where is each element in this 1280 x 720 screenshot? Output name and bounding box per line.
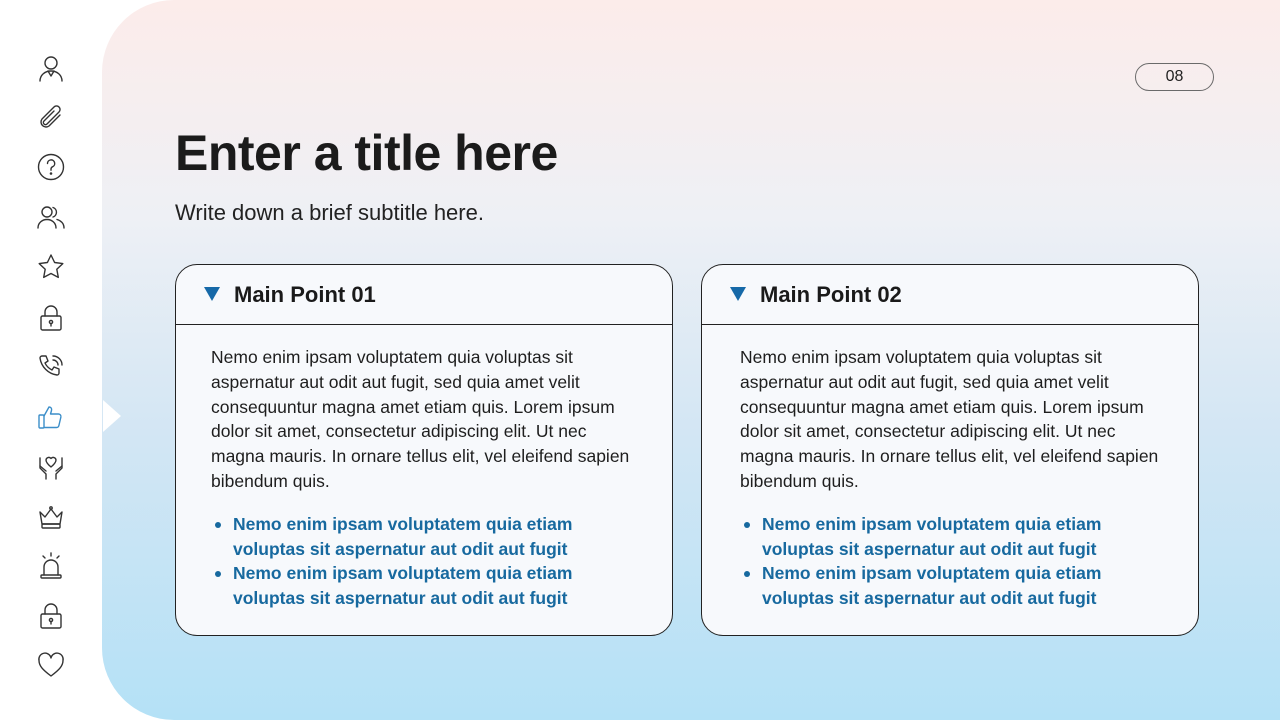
card-body-text: Nemo enim ipsam voluptatem quia voluptas sit aspernatur aut odit aut fugit, sed quia amet velit consequuntur magna amet etiam quis. Lorem ipsum dolor sit amet, consectetur adipiscing elit. Ut nec magna mauris. In ornare tellus elit, vel eleifend sapien bibendum quis. [740,347,1159,491]
help-icon[interactable] [36,152,66,182]
users-icon[interactable] [36,202,66,232]
bullet-item: Nemo enim ipsam voluptatem quia etiam voluptas sit aspernatur aut odit aut fugit [740,512,1166,562]
card-body-text: Nemo enim ipsam voluptatem quia voluptas sit aspernatur aut odit aut fugit, sed quia amet velit consequuntur magna amet etiam quis. Lorem ipsum dolor sit amet, consectetur adipiscing elit. Ut nec magna mauris. In ornare tellus elit, vel eleifend sapien bibendum quis. [211,347,630,491]
bullet-list [740,512,1166,611]
bullet-item: Nemo enim ipsam voluptatem quia etiam voluptas sit aspernatur aut odit aut fugit [211,512,638,562]
main-point-card-1 [175,264,673,636]
page-title: Enter a title here [175,125,558,181]
alarm-icon[interactable] [36,551,66,581]
phone-icon[interactable] [36,352,66,382]
sidebar [0,0,102,720]
thumbs-up-icon[interactable] [36,402,66,432]
triangle-down-icon [204,287,220,301]
card-title: Main Point 01 [234,281,376,307]
active-indicator [103,400,121,432]
main-point-card-2 [701,264,1199,636]
card-body [176,325,672,611]
paperclip-icon[interactable] [36,103,66,133]
bullet-item: Nemo enim ipsam voluptatem quia etiam voluptas sit aspernatur aut odit aut fugit [740,561,1166,611]
card-header[interactable] [702,265,1198,325]
crown-icon[interactable] [36,502,66,532]
star-icon[interactable] [36,252,66,282]
page-subtitle: Write down a brief subtitle here. [175,200,484,225]
page-number: 08 [1165,68,1184,85]
page-number-badge [1135,63,1214,91]
card-body [702,325,1198,611]
lock-icon[interactable] [36,303,66,333]
bullet-list [211,512,638,611]
lock-icon[interactable] [36,601,66,631]
bullet-item: Nemo enim ipsam voluptatem quia etiam voluptas sit aspernatur aut odit aut fugit [211,561,638,611]
user-icon[interactable] [36,53,66,83]
triangle-down-icon [730,287,746,301]
heart-icon[interactable] [36,650,66,680]
card-title: Main Point 02 [760,281,902,307]
heart-hands-icon[interactable] [36,452,66,482]
card-header[interactable] [176,265,672,325]
